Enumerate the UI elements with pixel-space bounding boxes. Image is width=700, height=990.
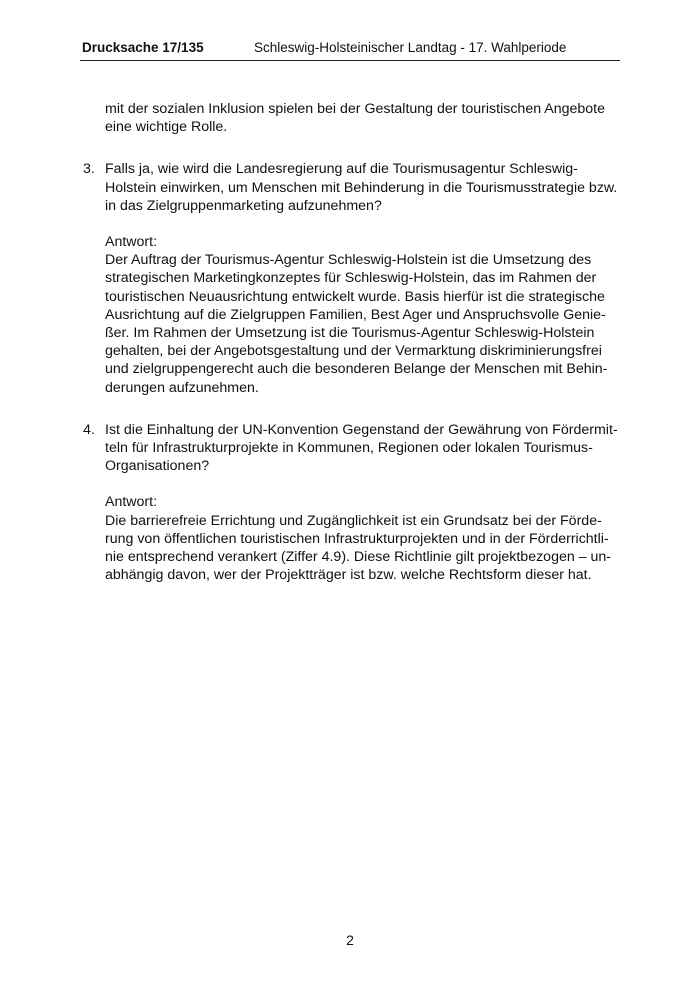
text-line: rung von öffentlichen touristischen Infrastrukturprojekten und in der Förderrichtli- (105, 530, 609, 547)
text-line: nie entsprechend verankert (Ziffer 4.9). Diese Richtlinie gilt projektbezogen – un- (105, 549, 612, 566)
text-line: Falls ja, wie wird die Landesregierung auf die Tourismusagentur Schleswig- (105, 161, 578, 178)
question-number: 3. (83, 161, 95, 178)
answer-label: Antwort: (105, 234, 158, 251)
answer-label: Antwort: (105, 494, 158, 511)
text-line: derungen aufzunehmen. (105, 379, 259, 396)
text-line: mit der sozialen Inklusion spielen bei der Gestaltung der touristischen Angebote (105, 101, 606, 117)
text-line: Ist die Einhaltung der UN-Konvention Gegenstand der Gewährung von Fördermit- (105, 421, 618, 438)
text-line: in das Zielgruppenmarketing aufzunehmen? (105, 197, 382, 214)
text-line: touristischen Neuausrichtung entwickelt wurde. Basis hierfür ist die strategische (105, 288, 605, 305)
answer-4 (83, 493, 623, 584)
page-number: 2 (346, 932, 354, 948)
text-line: Der Auftrag der Tourismus-Agentur Schleswig-Holstein ist die Umsetzung des (105, 252, 592, 269)
text-line: Holstein einwirken, um Menschen mit Behinderung in die Tourismusstrategie bzw. (105, 179, 618, 196)
question-4 (83, 421, 623, 476)
text-line: Organisationen? (105, 458, 210, 475)
text-line: abhängig davon, wer der Projektträger ist bzw. welche Rechtsform dieser hat. (105, 567, 592, 584)
document-body (83, 100, 623, 584)
page-header (80, 38, 620, 61)
question-text (105, 421, 623, 476)
text-line: Die barrierefreie Errichtung und Zugänglichkeit ist ein Grundsatz bei der Förde- (105, 512, 602, 529)
question-number: 4. (83, 421, 95, 438)
text-line: ßer. Im Rahmen der Umsetzung ist die Tourismus-Agentur Schleswig-Holstein (105, 325, 595, 342)
continuation-paragraph (83, 100, 623, 136)
answer-3 (83, 233, 623, 397)
question-text (105, 160, 623, 215)
text-line: eine wichtige Rolle. (105, 119, 228, 136)
text-line: strategischen Marketingkonzeptes für Schleswig-Holstein, das im Rahmen der (105, 270, 597, 287)
parliament-title: Schleswig-Holsteinischer Landtag - 17. Wahlperiode (254, 40, 567, 55)
text-line: gehalten, bei der Angebotsgestaltung und der Vermarktung diskriminierungsfrei (105, 343, 602, 360)
text-line: und zielgruppengerecht auch die besonderen Belange der Menschen mit Behin- (105, 361, 608, 378)
question-3 (83, 160, 623, 215)
text-line: Ausrichtung auf die Zielgruppen Familien, Best Ager und Anspruchsvolle Genie- (105, 306, 606, 323)
document-number: Drucksache 17/135 (82, 40, 204, 55)
text-line: teln für Infrastrukturprojekte in Kommunen, Regionen oder lokalen Tourismus- (105, 440, 593, 457)
